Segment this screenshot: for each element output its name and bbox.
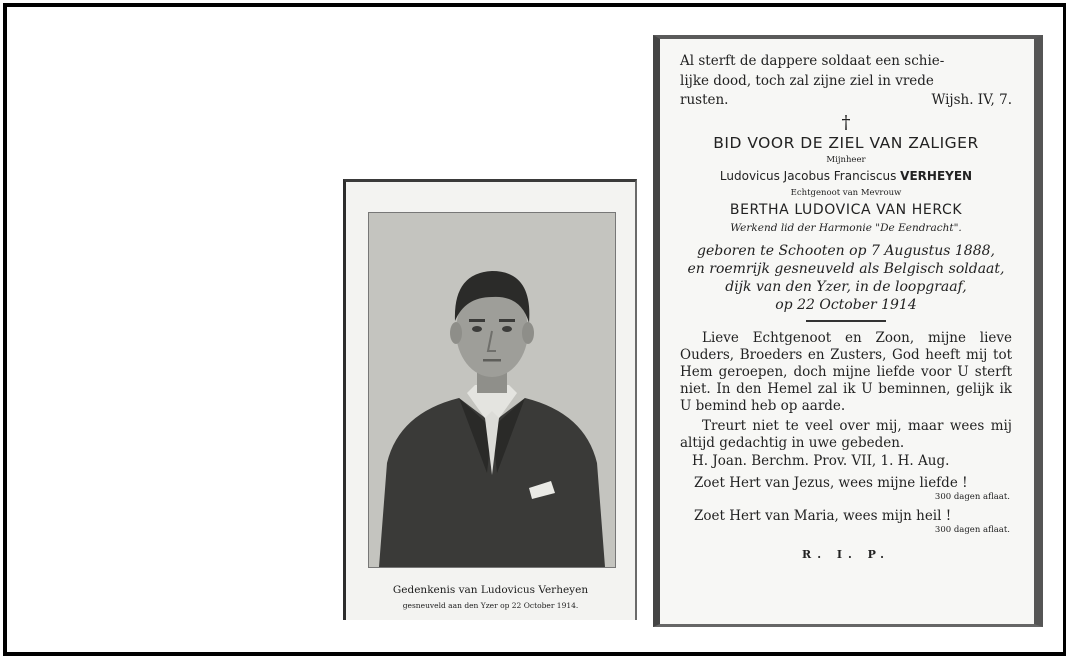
spouse-name: BERTHA LUDOVICA VAN HERCK xyxy=(729,202,963,218)
scripture-reference: H. Joan. Berchm. Prov. VII, 1. H. Aug. xyxy=(692,453,950,469)
honorific: Mijnheer xyxy=(826,155,866,165)
photo-caption-title: Gedenkenis van Ludovicus Verheyen xyxy=(392,584,589,596)
photo-memorial-card xyxy=(343,179,637,620)
biography xyxy=(680,242,1012,314)
verse-closing xyxy=(680,91,1012,110)
verse-line: lijke dood, toch zal zijne ziel in vrede xyxy=(680,73,934,89)
deceased-given-names: Ludovicus Jacobus Franciscus xyxy=(719,169,897,183)
cross-icon: † xyxy=(841,112,851,133)
photo-caption-subtitle: gesneuveld aan den Yzer op 22 October 1914. xyxy=(402,601,579,610)
prayer-maria: Zoet Hert van Maria, wees mijn heil ! xyxy=(694,508,952,524)
comfort-paragraph: Treurt niet te veel over mij, maar wees mij altijd gedachtig in uwe gebeden. xyxy=(680,418,1012,451)
verse-reference: Wijsh. IV, 7. xyxy=(931,92,1012,108)
membership-line: Werkend lid der Harmonie "De Eendracht". xyxy=(730,222,962,234)
prayer-jesus: Zoet Hert van Jezus, wees mijne liefde ! xyxy=(694,475,968,491)
bio-line: dijk van den Yzer, in de loopgraaf, xyxy=(725,279,967,295)
rip-line: R. I. P. xyxy=(802,548,890,561)
divider-rule xyxy=(806,320,886,322)
bio-line: geboren te Schooten op 7 Augustus 1888, xyxy=(697,243,995,259)
portrait-illustration xyxy=(369,213,615,567)
portrait-photo xyxy=(368,212,616,568)
verse-last-word: rusten. xyxy=(680,92,729,108)
text-card-content xyxy=(680,51,1012,614)
prayer-title: BID VOOR DE ZIEL VAN ZALIGER xyxy=(713,134,979,152)
indulgence-note: 300 dagen aflaat. xyxy=(934,525,1010,535)
text-memorial-card xyxy=(653,35,1043,627)
deceased-surname: VERHEYEN xyxy=(900,169,973,183)
bio-line: en roemrijk gesneuveld als Belgisch soldaat, xyxy=(687,261,1005,277)
bio-line: op 22 October 1914 xyxy=(775,297,917,313)
spouse-intro: Echtgenoot van Mevrouw xyxy=(790,188,902,198)
indulgence-note: 300 dagen aflaat. xyxy=(934,492,1010,502)
verse-line: Al sterft de dappere soldaat een schie- xyxy=(680,53,945,69)
deceased-name xyxy=(680,167,1012,186)
farewell-paragraph: Lieve Echtgenoot en Zoon, mijne lieve Ouders, Broeders en Zusters, God heeft mij tot Hem geroepen, doch mijne liefde voor U sterft niet. In den Hemel zal ik U beminnen, gelijk ik U bemind heb op aarde. xyxy=(680,330,1012,414)
